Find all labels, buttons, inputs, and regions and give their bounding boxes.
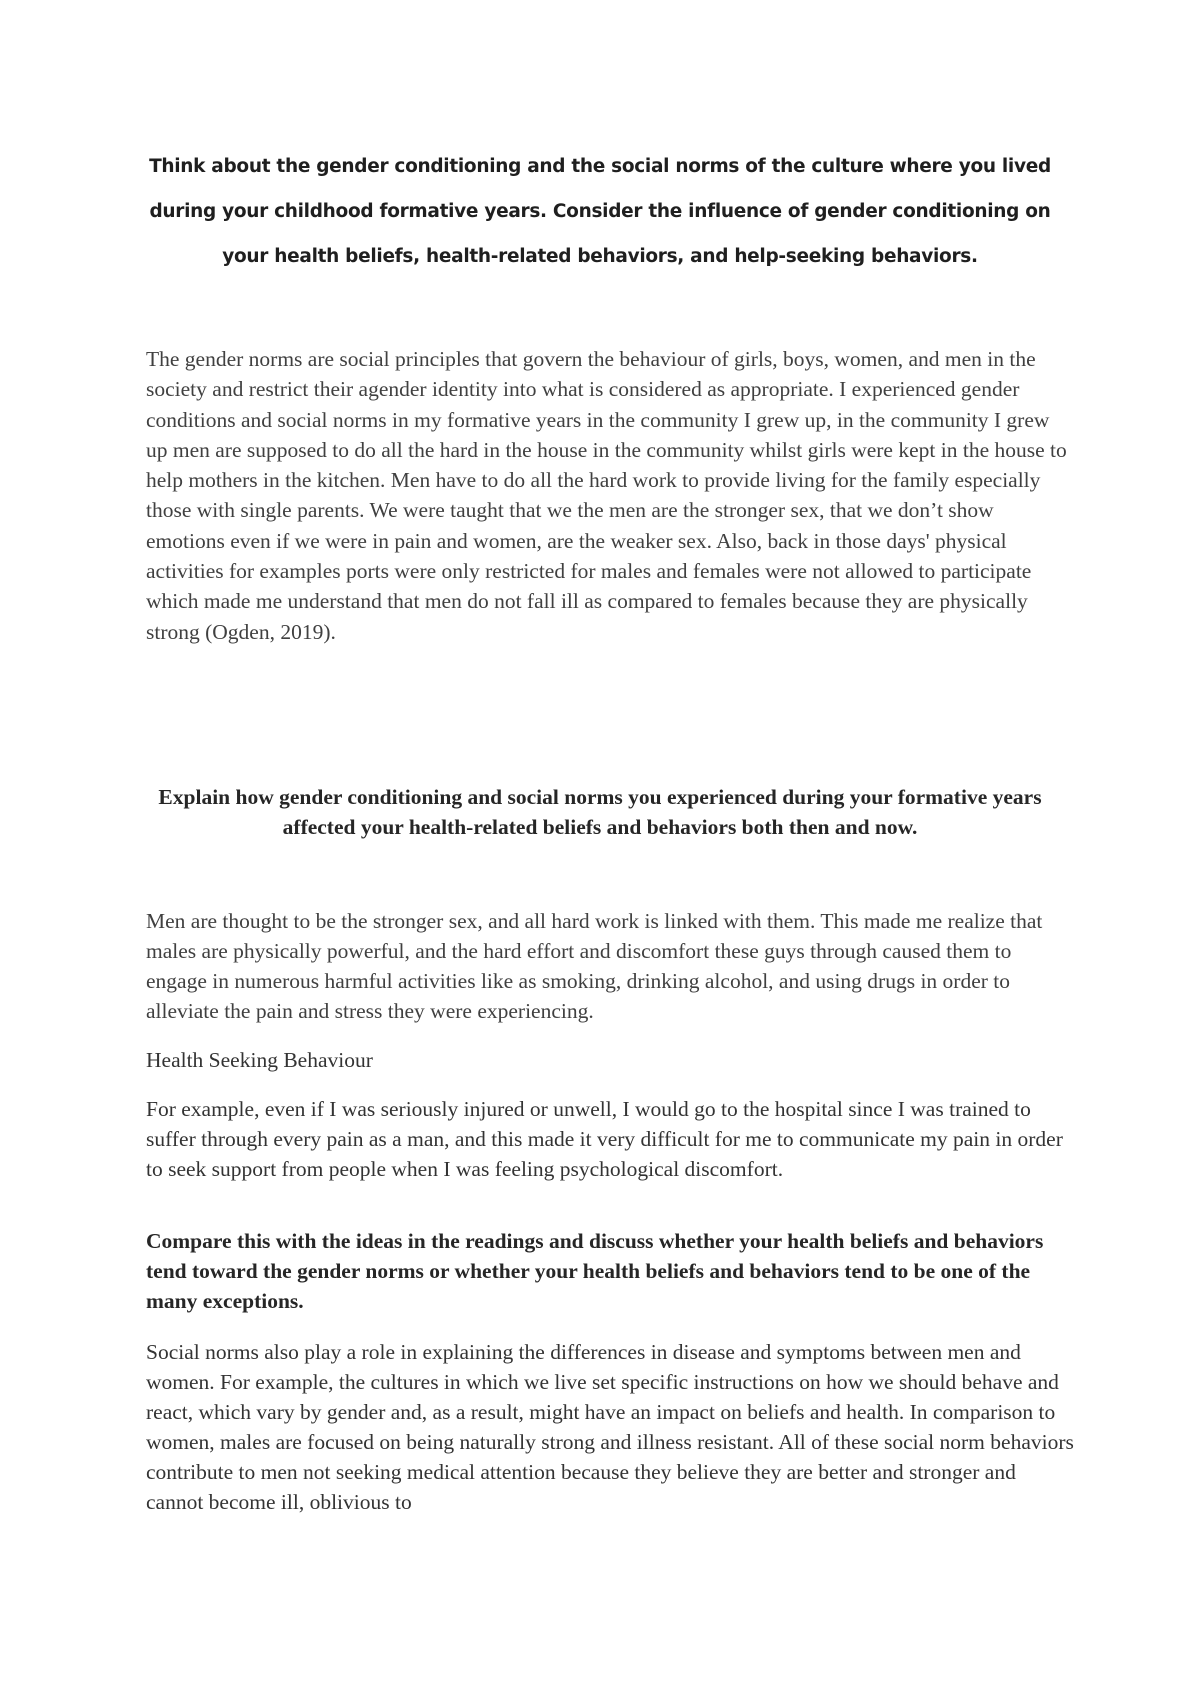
answer-paragraph-3: For example, even if I was seriously injured or unwell, I would go to the hospital since I was trained to suffer through every pain as a man, and this made it very difficult for me to communicate my pain in order to seek support from people when I was feeling psychological discomfort. <box>146 1097 1063 1181</box>
answer-paragraph-2: Men are thought to be the stronger sex, and all hard work is linked with them. This made me realize that males are physically powerful, and the hard effort and discomfort these guys through caused them to engage in numerous harmful activities like as smoking, drinking alcohol, and using drugs in order to alleviate the pain and stress they were experiencing. <box>146 909 1043 1023</box>
answer-paragraph-4: Social norms also play a role in explaining the differences in disease and symptoms between men and women. For example, the cultures in which we live set specific instructions on how we should behave and react, which vary by gender and, as a result, might have an impact on beliefs and health. In comparison to women, males are focused on being naturally strong and illness resistant. All of these social norm behaviors contribute to men not seeking medical attention because they believe they are better and stronger and cannot become ill, oblivious to <box>146 1340 1074 1514</box>
section-subheading: Health Seeking Behaviour <box>146 1048 373 1072</box>
question-heading-3: Compare this with the ideas in the readings and discuss whether your health beliefs and behaviors tend toward the gender norms or whether your health beliefs and behaviors tend to be one of the many exceptions. <box>146 1229 1044 1313</box>
question-heading-1: Think about the gender conditioning and the social norms of the culture where you lived during your childhood formative years. Consider the influence of gender conditioning on your health beliefs, health-related behaviors, and help-seeking behaviors. <box>149 156 1051 267</box>
question-heading-2: Explain how gender conditioning and social norms you experienced during your formative years affected your health-related beliefs and behaviors both then and now. <box>158 785 1042 839</box>
answer-paragraph-1: The gender norms are social principles that govern the behaviour of girls, boys, women, and men in the society and restrict their agender identity into what is considered as appropriate. I experienced gender conditions and social norms in my formative years in the community I grew up, in the community I grew up men are supposed to do all the hard in the house in the community whilst girls were kept in the house to help mothers in the kitchen. Men have to do all the hard work to provide living for the family especially those with single parents. We were taught that we the men are the stronger sex, that we don’t show emotions even if we were in pain and women, are the weaker sex. Also, back in those days' physical activities for examples ports were only restricted for males and females were not allowed to participate which made me understand that men do not fall ill as compared to females because they are physically strong (Ogden, 2019). <box>146 347 1067 644</box>
